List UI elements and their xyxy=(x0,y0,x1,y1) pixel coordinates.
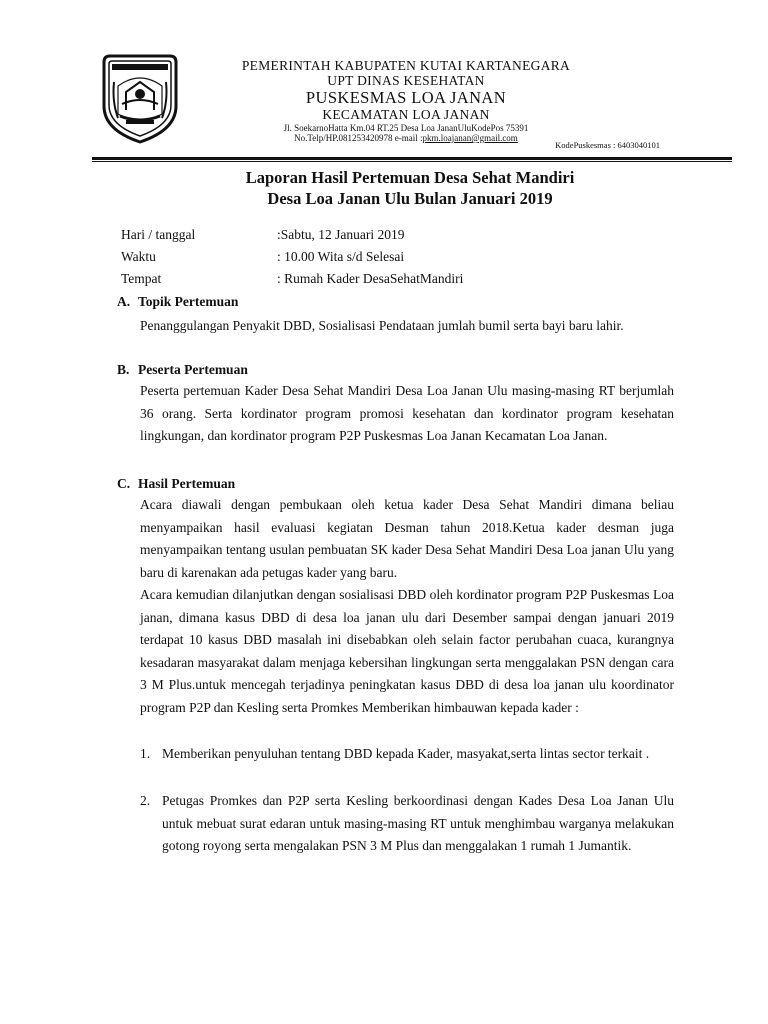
kode-puskesmas: KodePuskesmas : 6403040101 xyxy=(555,140,660,150)
letterhead-department: UPT DINAS KESEHATAN xyxy=(327,73,485,88)
section-a-letter: A. xyxy=(117,294,131,309)
letterhead-district: KECAMATAN LOA JANAN xyxy=(322,107,490,122)
section-c-title: Hasil Pertemuan xyxy=(138,476,236,491)
info-label-time: Waktu xyxy=(121,249,156,264)
section-b-letter: B. xyxy=(117,362,130,377)
email-link[interactable]: pkm.loajanan@gmail.com xyxy=(422,133,518,143)
info-value-place: : Rumah Kader DesaSehatMandiri xyxy=(277,271,464,286)
letterhead-puskesmas: PUSKESMAS LOA JANAN xyxy=(305,88,507,107)
list-item-2-text: Petugas Promkes dan P2P serta Kesling berkoordinasi dengan Kades Desa Loa Janan Ulu untuk mebuat surat edaran untuk masing-masing RT untuk menghimbau warganya melakukan gotong royong serta mengalakan PSN 3 M Plus dan menggalakan 1 rumah 1 Jumantik. xyxy=(162,793,674,854)
info-label-date: Hari / tanggal xyxy=(121,227,196,242)
contact-prefix: No.Telp/HP.081253420978 e-mail : xyxy=(294,133,423,143)
section-b-title: Peserta Pertemuan xyxy=(138,362,248,377)
seal-logo-icon xyxy=(96,52,184,146)
info-value-time: : 10.00 Wita s/d Selesai xyxy=(277,249,405,264)
letterhead-divider xyxy=(92,157,732,160)
document-subtitle: Desa Loa Janan Ulu Bulan Januari 2019 xyxy=(267,189,553,208)
letterhead-address: Jl. SoekarnoHatta Km.04 RT.25 Desa Loa JananUluKodePos 75391 xyxy=(283,123,529,133)
info-label-place: Tempat xyxy=(121,271,162,286)
section-c-letter: C. xyxy=(117,476,131,491)
document-title: Laporan Hasil Pertemuan Desa Sehat Mandiri xyxy=(245,168,575,187)
list-item-2-number: 2. xyxy=(140,793,151,808)
section-b-text: Peserta pertemuan Kader Desa Sehat Mandiri Desa Loa Janan Ulu masing-masing RT berjumlah 36 orang. Serta kordinator program promosi kesehatan dan kordinator program kesehatan lingkungan, dan kordinator program P2P Puskesmas Loa Janan Kecamatan Loa Janan. xyxy=(140,383,674,444)
letterhead-government: PEMERINTAH KABUPATEN KUTAI KARTANEGARA xyxy=(241,58,571,73)
info-value-date: :Sabtu, 12 Januari 2019 xyxy=(277,227,405,242)
section-a-title: Topik Pertemuan xyxy=(138,294,239,309)
list-item-1-text: Memberikan penyuluhan tentang DBD kepada Kader, masyakat,serta lintas sector terkait . xyxy=(162,746,650,761)
list-item-1-number: 1. xyxy=(140,746,151,761)
section-c-paragraph-2: Acara kemudian dilanjutkan dengan sosialisasi DBD oleh kordinator program P2P Puskesmas Loa janan, dimana kasus DBD di desa loa janan ulu dari Desember sampai dengan januari 2019 terdapat 10 kasus DBD masalah ini disebabkan oleh selain factor perubahan cuaca, kurangnya kesadaran masyarakat dalam menjaga kebersihan lingkungan serta menggalakan PSN dengan cara 3 M Plus.untuk mencegah terjadinya peningkatan kasus DBD di desa loa janan ulu koordinator program P2P dan Kesling serta Promkes Memberikan himbauwan kepada kader : xyxy=(140,587,674,715)
section-a-text: Penanggulangan Penyakit DBD, Sosialisasi Pendataan jumlah bumil serta bayi baru lahir. xyxy=(140,318,624,333)
section-c-paragraph-1: Acara diawali dengan pembukaan oleh ketua kader Desa Sehat Mandiri dimana beliau menyampaikan hasil evaluasi kegiatan Desman tahun 2018.Ketua kader desman juga menyampaikan tentang usulan pembuatan SK kader Desa Sehat Mandiri Desa Loa janan Ulu yang baru di karenakan ada petugas kader yang baru. xyxy=(140,497,674,580)
letterhead-divider-thin xyxy=(92,161,732,162)
